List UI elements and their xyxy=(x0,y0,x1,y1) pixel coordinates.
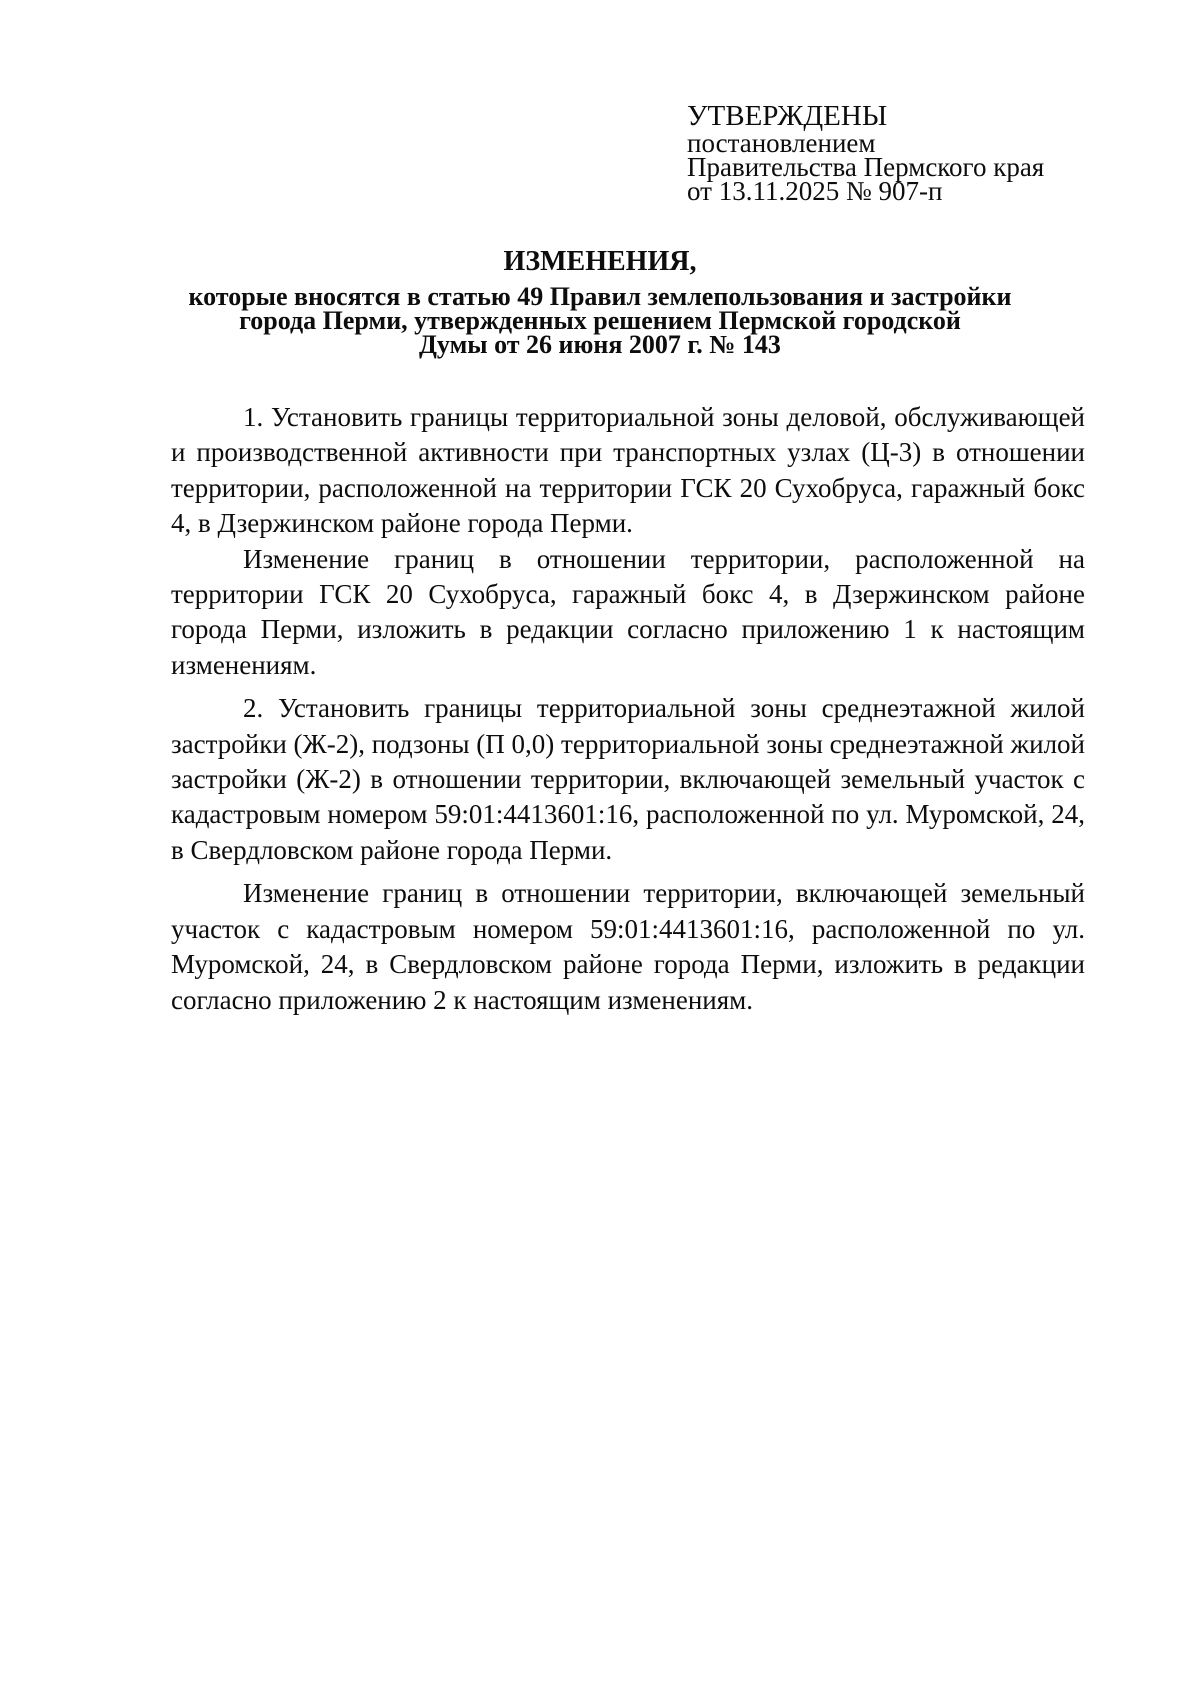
document-subtitle xyxy=(150,282,1050,359)
document-body xyxy=(171,400,1085,1018)
approval-line-3: от 13.11.2025 № 907-п xyxy=(687,176,943,206)
paragraph-1: 1. Установить границы территориальной зоны деловой, обслуживающей и производственной активности при транспортных узлах (Ц-3) в отношении территории, расположенной на территории ГСК 20 Сухобруса, гаражный бокс 4, в Дзержинском районе города Перми. xyxy=(171,402,1085,539)
paragraph-2: Изменение границ в отношении территории, расположенной на территории ГСК 20 Сухобруса, гаражный бокс 4, в Дзержинском районе города Перми, изложить в редакции согласно приложению 1 к настоящим изменениям. xyxy=(171,543,1085,680)
approval-line-2: Правительства Пермского края xyxy=(687,152,1045,182)
approval-line-1: постановлением xyxy=(687,128,876,158)
subtitle-line-3: Думы от 26 июня 2007 г. № 143 xyxy=(419,330,781,359)
approval-heading: УТВЕРЖДЕНЫ xyxy=(687,100,888,132)
approval-block xyxy=(687,100,1127,206)
paragraph-4: Изменение границ в отношении территории, включающей земельный участок с кадастровым номером 59:01:4413601:16, расположенной по ул. Муромской, 24, в Свердловском районе города Перми, изложить в редакции согласно приложению 2 к настоящим изменениям. xyxy=(171,878,1085,1015)
document-title: ИЗМЕНЕНИЯ, xyxy=(503,246,697,277)
paragraph-3: 2. Установить границы территориальной зоны среднеэтажной жилой застройки (Ж-2), подзоны (П 0,0) территориальной зоны среднеэтажной жилой застройки (Ж-2) в отношении территории, включающей земельный участок с кадастровым номером 59:01:4413601:16, расположенной по ул. Муромской, 24, в Свердловском районе города Перми. xyxy=(171,693,1085,865)
subtitle-line-2: города Перми, утвержденных решением Пермской городской xyxy=(239,306,961,335)
subtitle-line-1: которые вносятся в статью 49 Правил землепользования и застройки xyxy=(188,282,1012,311)
